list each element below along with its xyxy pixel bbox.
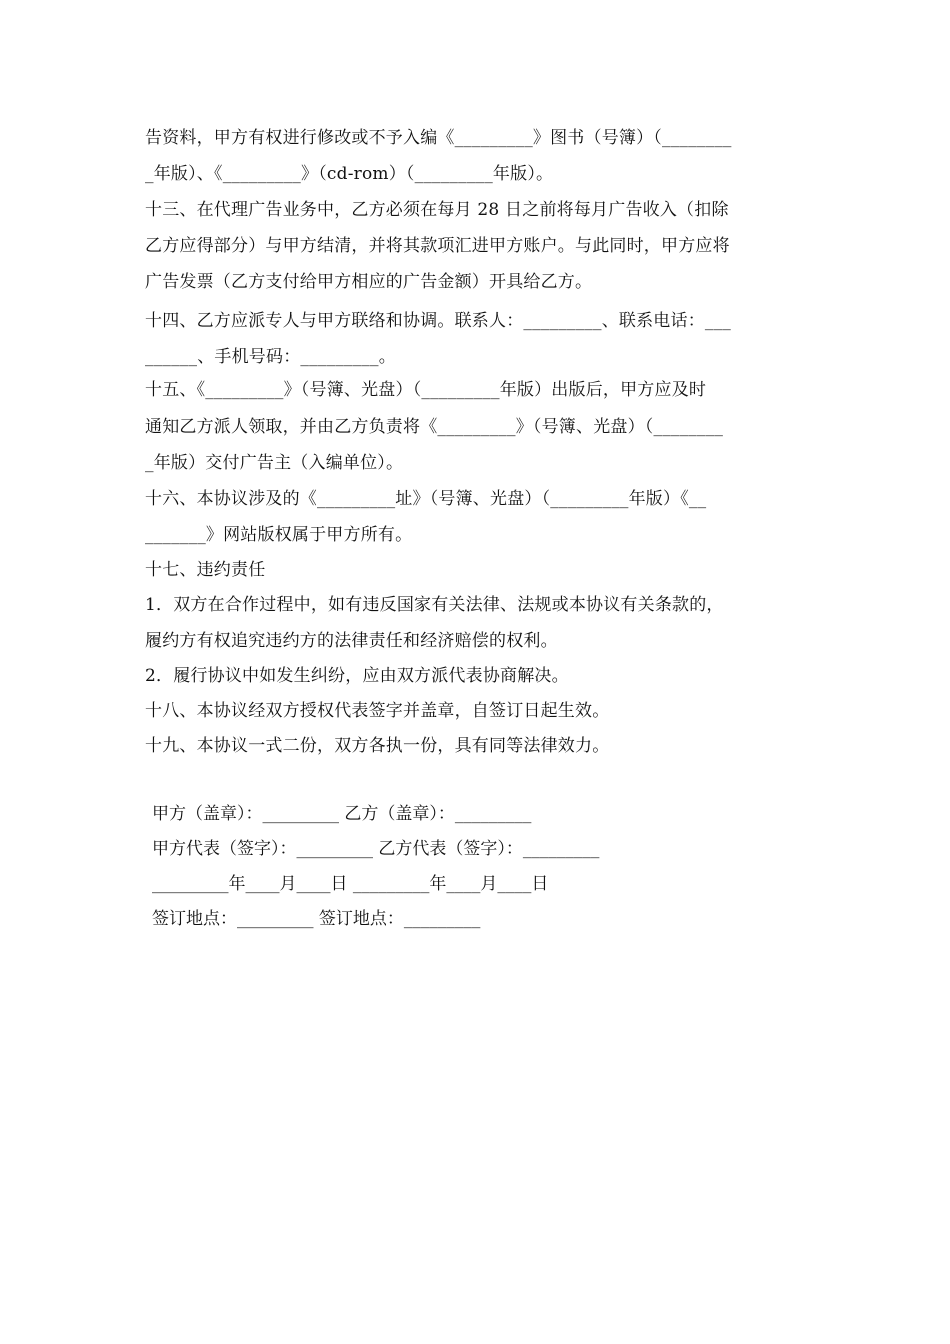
clause-19: 十九、本协议一式二份，双方各执一份，具有同等法律效力。 xyxy=(145,736,610,756)
representative-line: 甲方代表（签字）：_________ 乙方代表（签字）：_________ xyxy=(152,839,600,859)
body-line: _年版）交付广告主（入编单位）。 xyxy=(145,453,404,473)
clause-16: 十六、本协议涉及的《_________址》（号簿、光盘）（_________年版）《__ xyxy=(145,489,707,509)
clause-14: 十四、乙方应派专人与甲方联络和协调。联系人：_________、联系电话：___ xyxy=(145,311,731,331)
body-line: 广告发票（乙方支付给甲方相应的广告金额）开具给乙方。 xyxy=(145,272,593,292)
body-line: 乙方应得部分）与甲方结清，并将其款项汇进甲方账户。与此同时，甲方应将 xyxy=(145,236,730,256)
clause-17-item-2: 2．履行协议中如发生纠纷，应由双方派代表协商解决。 xyxy=(145,666,569,686)
clause-17-item-1: 1．双方在合作过程中，如有违反国家有关法律、法规或本协议有关条款的， xyxy=(145,595,724,615)
clause-13: 十三、在代理广告业务中，乙方必须在每月 28 日之前将每月广告收入（扣除 xyxy=(145,200,729,220)
body-line: 履约方有权追究违约方的法律责任和经济赔偿的权利。 xyxy=(145,631,558,651)
clause-15: 十五、《_________》（号簿、光盘）（_________年版）出版后，甲方应及时 xyxy=(145,380,707,400)
clause-17-heading: 十七、违约责任 xyxy=(145,560,266,580)
body-line: _______》网站版权属于甲方所有。 xyxy=(145,525,413,545)
signing-place-line: 签订地点：_________ 签订地点：_________ xyxy=(152,909,481,929)
body-line: ______、手机号码：_________。 xyxy=(145,347,396,367)
date-line: _________年____月____日 _________年____月____日 xyxy=(152,874,549,894)
body-line: _年版）、《_________》（cd-rom）（_________年版）。 xyxy=(145,164,554,184)
clause-18: 十八、本协议经双方授权代表签字并盖章，自签订日起生效。 xyxy=(145,701,610,721)
seal-line: 甲方（盖章）：_________ 乙方（盖章）：_________ xyxy=(152,804,532,824)
body-line: 告资料，甲方有权进行修改或不予入编《_________》图书（号簿）（________ xyxy=(145,128,732,148)
body-line: 通知乙方派人领取，并由乙方负责将《_________》（号簿、光盘）（________ xyxy=(145,417,724,437)
